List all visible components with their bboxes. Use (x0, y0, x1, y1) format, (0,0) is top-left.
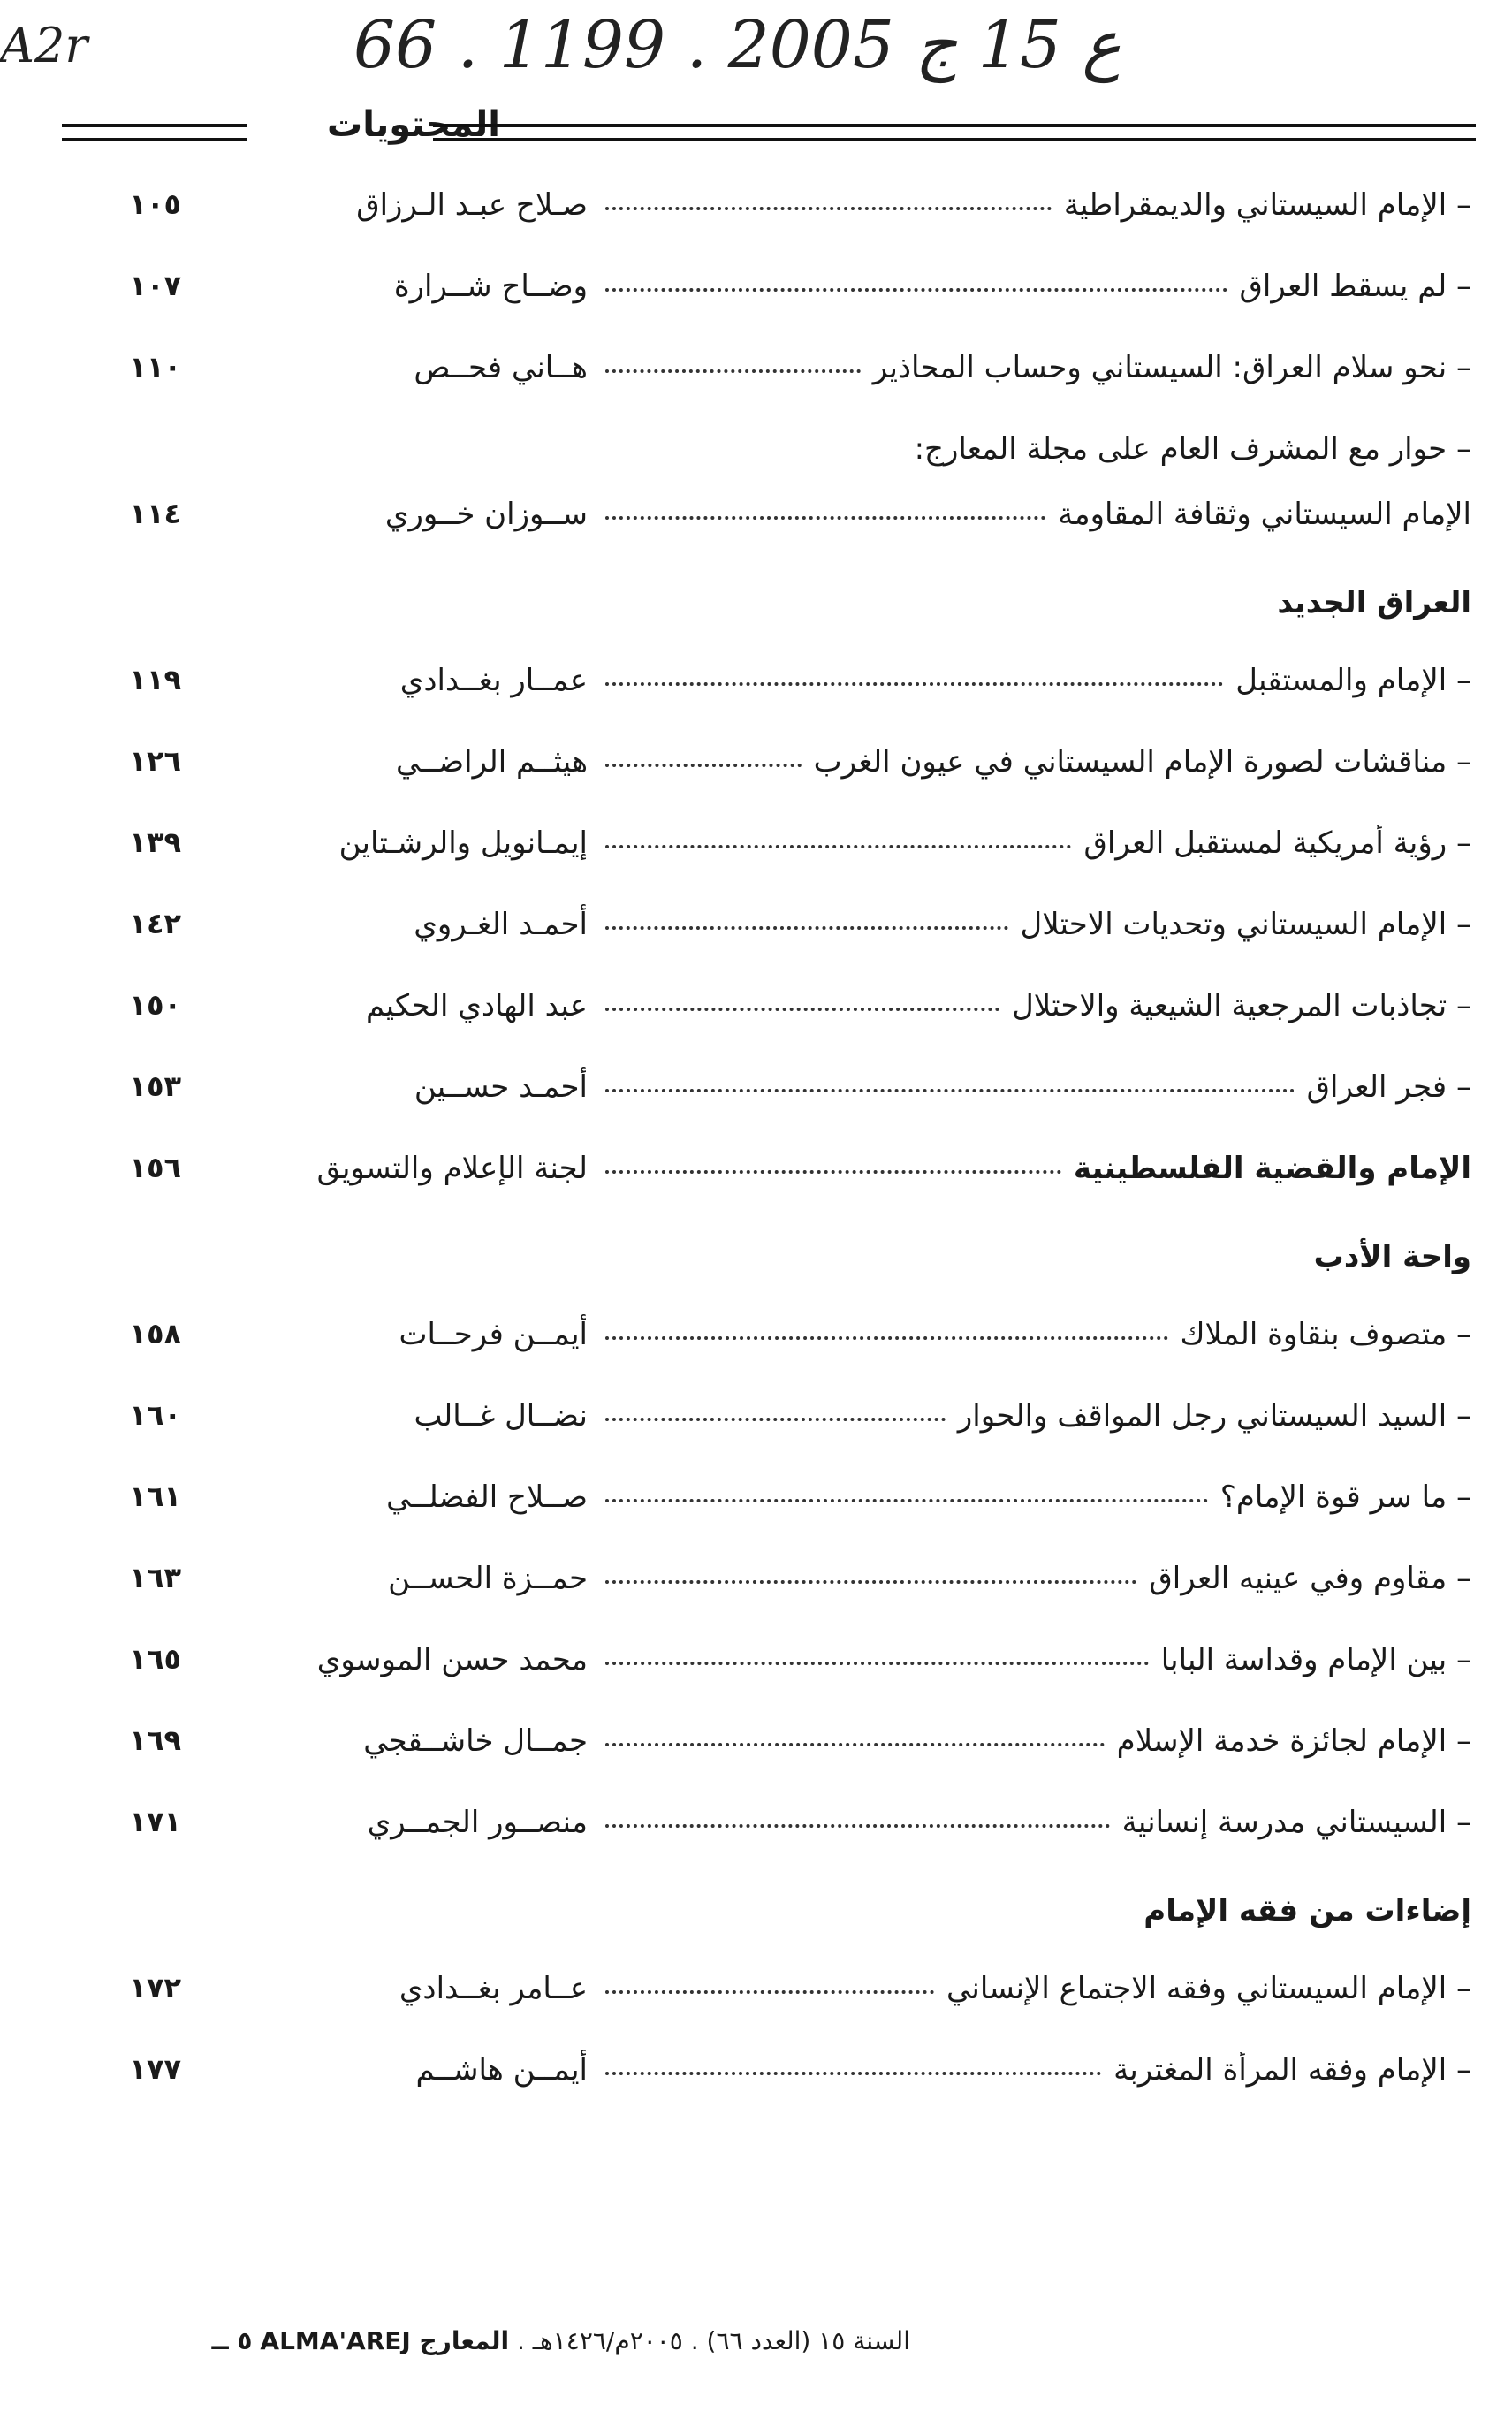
toc-entry[interactable] (75, 969, 1471, 1050)
entry-author: إيمـانويل والرشـتاين (338, 825, 588, 861)
entry-title (588, 431, 1471, 467)
entry-page-number: ١١٤ (129, 497, 181, 530)
entry-title-text: – تجاذبات المرجعية الشيعية والاحتلال (1005, 988, 1471, 1023)
toc-entry[interactable] (75, 1785, 1471, 1867)
entry-page-number: ١١٩ (129, 663, 181, 696)
entry-author: هيثــم الراضــي (396, 744, 588, 780)
entry-title (588, 1805, 1471, 1840)
entry-title (588, 350, 1471, 385)
entry-title (588, 1561, 1471, 1596)
toc-entry[interactable] (75, 1623, 1471, 1704)
toc-entry[interactable] (75, 643, 1471, 725)
entry-title (588, 907, 1471, 942)
footer-issue: السنة ١٥ (العدد ٦٦) . ٢٠٠٥م/١٤٢٦هـ . (516, 2326, 910, 2355)
entry-author: صــلاح الفضلــي (386, 1480, 588, 1515)
handwritten-corner-mark: A2r (0, 18, 88, 73)
toc-entry[interactable] (75, 1460, 1471, 1541)
table-of-contents (75, 168, 1471, 2114)
entry-author: منصــور الجمــري (367, 1805, 588, 1840)
toc-entry[interactable] (75, 2033, 1471, 2114)
entry-title (588, 663, 1471, 698)
entry-title-text: – مناقشات لصورة الإمام السيستاني في عيون الغرب (807, 744, 1471, 780)
entry-author: عــامر بغــدادي (399, 1971, 588, 2006)
section-heading-row (75, 559, 1471, 643)
entry-author: أيمــن هاشــم (415, 2052, 588, 2088)
toc-entry[interactable] (75, 1541, 1471, 1623)
handwritten-archive-note: 66 . ع 15 ج 2005 . 1199 (353, 7, 1121, 83)
entry-author: نضــال غــالب (414, 1398, 588, 1434)
section-heading: واحة الأدب (1313, 1239, 1471, 1274)
entry-page-number: ١٣٩ (129, 825, 181, 859)
entry-title-text: – السيد السيستاني رجل المواقف والحوار (951, 1398, 1471, 1434)
toc-entry[interactable] (75, 1951, 1471, 2033)
entry-title (588, 1971, 1471, 2006)
entry-page-number: ١٦١ (129, 1480, 181, 1513)
toc-entry[interactable] (75, 331, 1471, 412)
entry-page-number: ١٥٣ (129, 1069, 181, 1103)
toc-entry[interactable] (75, 412, 1471, 477)
entry-title-text: – حوار مع المشرف العام على مجلة المعارج: (908, 431, 1471, 467)
toc-entry[interactable] (75, 477, 1471, 559)
entry-title (588, 1642, 1471, 1677)
entry-page-number: ١٢٦ (129, 744, 181, 778)
toc-entry[interactable] (75, 725, 1471, 806)
entry-title (588, 744, 1471, 780)
entry-title-text: – الإمام السيستاني وتحديات الاحتلال (1014, 907, 1471, 942)
entry-page-number: ١٦٠ (129, 1398, 181, 1432)
entry-title (588, 1151, 1471, 1186)
entry-title-text: – بين الإمام وقداسة البابا (1154, 1642, 1471, 1677)
entry-page-number: ١٠٥ (129, 187, 181, 221)
entry-title (588, 1317, 1471, 1352)
entry-title-text: – فجر العراق (1300, 1069, 1471, 1105)
entry-title (588, 497, 1471, 532)
toc-entry[interactable] (75, 1297, 1471, 1379)
section-heading-row (75, 1867, 1471, 1951)
entry-page-number: ١٦٩ (129, 1723, 181, 1757)
entry-page-number: ١٧٢ (129, 1971, 181, 2004)
entry-page-number: ١٦٥ (129, 1642, 181, 1676)
entry-author: هــاني فحــص (414, 350, 588, 385)
entry-title (588, 269, 1471, 304)
entry-author: جمــال خاشــقجي (363, 1723, 588, 1759)
entry-author: صـلاح عبـد الـرزاق (356, 187, 588, 223)
entry-author: عبد الهادي الحكيم (365, 988, 588, 1023)
entry-title-text: – نحو سلام العراق: السيستاني وحساب المحاذير (866, 350, 1471, 385)
entry-page-number: ١١٠ (129, 350, 181, 384)
entry-title-text: – الإمام وفقه المرأة المغتربة (1106, 2052, 1471, 2088)
entry-author: عمــار بغــدادي (399, 663, 588, 698)
entry-title-text: – الإمام السيستاني وفقه الاجتماع الإنساني (939, 1971, 1471, 2006)
entry-title (588, 1069, 1471, 1105)
header-rule-right (433, 124, 1476, 141)
entry-title (588, 1398, 1471, 1434)
entry-title (588, 988, 1471, 1023)
entry-author: ســوزان خــوري (384, 497, 588, 532)
page-footer (80, 2326, 910, 2355)
toc-entry[interactable] (75, 1131, 1471, 1213)
footer-page-number: ٥ ــ (211, 2326, 253, 2355)
entry-page-number: ١٥٠ (129, 988, 181, 1022)
toc-entry[interactable] (75, 887, 1471, 969)
toc-entry[interactable] (75, 1050, 1471, 1131)
entry-author: محمد حسن الموسوي (316, 1642, 588, 1677)
entry-page-number: ١٦٣ (129, 1561, 181, 1594)
entry-title (588, 825, 1471, 861)
entry-title-text: – السيستاني مدرسة إنسانية (1115, 1805, 1471, 1840)
section-heading: إضاءات من فقه الإمام (1143, 1893, 1471, 1928)
entry-page-number: ١٠٧ (129, 269, 181, 302)
entry-title-text: – الإمام والمستقبل (1228, 663, 1471, 698)
entry-page-number: ١٧١ (129, 1805, 181, 1838)
section-heading-row (75, 1213, 1471, 1297)
entry-author: أحمـد الغـروي (414, 907, 588, 942)
entry-title-text: – رؤية أمريكية لمستقبل العراق (1076, 825, 1471, 861)
entry-title-text: – مقاوم وفي عينيه العراق (1142, 1561, 1471, 1596)
page-header (62, 104, 1476, 157)
entry-title (588, 1723, 1471, 1759)
toc-entry[interactable] (75, 806, 1471, 887)
entry-author: وضــاح شــرارة (393, 269, 588, 304)
entry-title-text: – متصوف بنقاوة الملاك (1174, 1317, 1471, 1352)
section-heading: العراق الجديد (1277, 585, 1471, 620)
entry-title-text: – الإمام السيستاني والديمقراطية (1057, 187, 1471, 223)
entry-title-text: – ما سر قوة الإمام؟ (1213, 1480, 1471, 1515)
entry-title (588, 1480, 1471, 1515)
footer-brand: المعارج ALMA'AREJ (260, 2326, 510, 2355)
page-title: المحتويات (327, 104, 501, 145)
toc-entry[interactable] (75, 168, 1471, 249)
entry-title (588, 2052, 1471, 2088)
entry-title-text: – لم يسقط العراق (1233, 269, 1471, 304)
toc-entry[interactable] (75, 1379, 1471, 1460)
entry-author: أيمــن فرحــات (399, 1317, 588, 1352)
entry-title-text: الإمام والقضية الفلسطينية (1067, 1151, 1471, 1186)
entry-title (588, 187, 1471, 223)
entry-title-text: الإمام السيستاني وثقافة المقاومة (1051, 497, 1471, 532)
entry-title-text: – الإمام لجائزة خدمة الإسلام (1110, 1723, 1471, 1759)
entry-author: أحمـد حســين (414, 1069, 588, 1105)
entry-page-number: ١٥٦ (129, 1151, 181, 1184)
toc-entry[interactable] (75, 249, 1471, 331)
header-rule-left (62, 124, 247, 141)
toc-entry[interactable] (75, 1704, 1471, 1785)
entry-page-number: ١٤٢ (129, 907, 181, 940)
entry-page-number: ١٧٧ (129, 2052, 181, 2086)
entry-page-number: ١٥٨ (129, 1317, 181, 1350)
entry-author: لجنة الإعلام والتسويق (316, 1151, 588, 1186)
entry-author: حمــزة الحســن (388, 1561, 588, 1596)
